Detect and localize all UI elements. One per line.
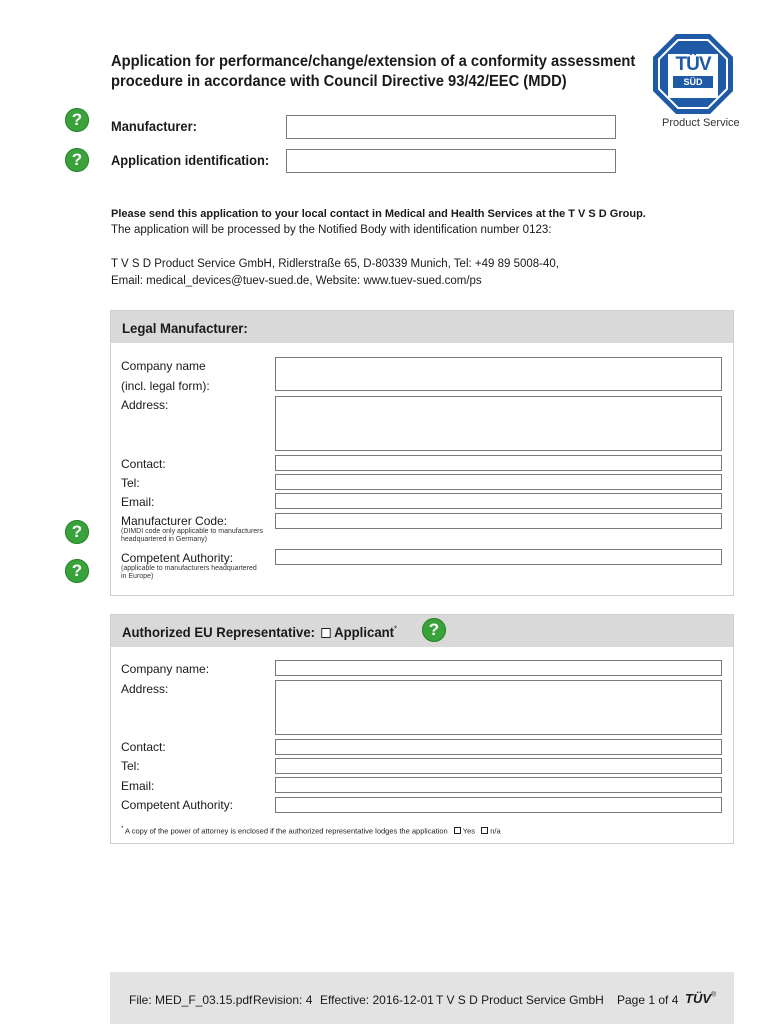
eu-company-input[interactable] xyxy=(275,660,722,676)
lm-company-label-1: Company name xyxy=(121,359,206,373)
eu-representative-help-icon[interactable]: ? xyxy=(422,618,446,642)
logo-text: TÜV xyxy=(675,54,711,75)
eu-footnote-mark: * xyxy=(121,826,124,832)
eu-company-label: Company name: xyxy=(121,662,210,676)
eu-contact-label: Contact: xyxy=(121,740,166,754)
lm-competent-authority-label: Competent Authority: xyxy=(121,551,234,565)
lm-email-label: Email: xyxy=(121,495,155,509)
application-id-input[interactable] xyxy=(286,149,616,173)
lm-company-label-2: (incl. legal form): xyxy=(121,379,210,393)
footer-effective: Effective: 2016-12-01 xyxy=(320,993,434,1007)
manufacturer-help-icon[interactable]: ? xyxy=(65,108,89,132)
footer-revision: Revision: 4 xyxy=(253,993,313,1007)
manufacturer-label: Manufacturer: xyxy=(111,118,197,134)
eu-address-label: Address: xyxy=(121,682,169,696)
product-service-label: Product Service xyxy=(662,117,740,129)
lm-competent-authority-input[interactable] xyxy=(275,549,722,565)
eu-tel-input[interactable] xyxy=(275,758,722,774)
competent-authority-help-icon[interactable]: ? xyxy=(65,559,89,583)
tuv-sud-logo xyxy=(651,32,735,116)
lm-manufacturer-code-note-1: (DIMDI code only applicable to manufacturers xyxy=(121,528,264,535)
page-title-line-1: Application for performance/change/extension of a conformity assessment xyxy=(111,53,636,70)
eu-representative-title: Authorized EU Representative: xyxy=(122,624,316,640)
legal-manufacturer-header xyxy=(111,311,733,343)
footer-logo-text: TÜV xyxy=(685,991,711,1006)
footnote-yes-label: Yes xyxy=(462,826,476,836)
eu-tel-label: Tel: xyxy=(121,759,140,773)
intro-address-line-2: Email: medical_devices@tuev-sued.de, Website: www.tuev-sued.com/ps xyxy=(111,275,482,287)
footer-tuv-logo xyxy=(685,990,716,1008)
lm-manufacturer-code-input[interactable] xyxy=(275,513,722,529)
eu-footnote xyxy=(121,826,501,836)
lm-contact-input[interactable] xyxy=(275,455,722,471)
page-footer xyxy=(110,972,734,1024)
footer-file: File: MED_F_03.15.pdf xyxy=(129,993,253,1007)
eu-representative-title-row xyxy=(122,624,397,640)
intro-bold-line: Please send this application to your local contact in Medical and Health Services at the T V S D Group. xyxy=(111,208,646,220)
applicant-checkbox[interactable] xyxy=(322,628,331,638)
lm-competent-authority-note-2: in Europe) xyxy=(121,573,154,580)
intro-line-2: The application will be processed by the Notified Body with identification number 0123: xyxy=(111,224,552,236)
footnote-yes-checkbox[interactable] xyxy=(454,827,461,834)
eu-email-label: Email: xyxy=(121,779,155,793)
footnote-na-label: n/a xyxy=(490,826,501,836)
lm-tel-input[interactable] xyxy=(275,474,722,490)
lm-company-input[interactable] xyxy=(275,357,722,391)
eu-competent-authority-input[interactable] xyxy=(275,797,722,813)
legal-manufacturer-title: Legal Manufacturer: xyxy=(122,320,248,336)
eu-email-input[interactable] xyxy=(275,777,722,793)
logo-subtext: SÜD xyxy=(673,76,713,88)
footer-registered-mark: ® xyxy=(711,991,717,999)
eu-contact-input[interactable] xyxy=(275,739,722,755)
lm-manufacturer-code-label: Manufacturer Code: xyxy=(121,514,228,528)
lm-address-label: Address: xyxy=(121,398,169,412)
eu-competent-authority-label: Competent Authority: xyxy=(121,798,234,812)
page-title xyxy=(111,52,636,92)
applicant-footnote-mark: * xyxy=(394,624,397,634)
eu-footnote-text: A copy of the power of attorney is enclosed if the authorized representative lodges the application xyxy=(125,826,448,836)
page-title-line-2: procedure in accordance with Council Directive 93/42/EEC (MDD) xyxy=(111,73,567,90)
footer-company: T V S D Product Service GmbH xyxy=(436,993,604,1007)
footer-page: Page 1 of 4 xyxy=(617,993,679,1007)
footnote-na-checkbox[interactable] xyxy=(481,827,488,834)
lm-contact-label: Contact: xyxy=(121,457,166,471)
intro-address-line-1: T V S D Product Service GmbH, Ridlerstraße 65, D-80339 Munich, Tel: +49 89 5008-40, xyxy=(111,258,559,270)
lm-competent-authority-note-1: (applicable to manufacturers headquartered xyxy=(121,565,257,572)
manufacturer-input[interactable] xyxy=(286,115,616,139)
applicant-label: Applicant xyxy=(334,624,395,640)
application-id-help-icon[interactable]: ? xyxy=(65,148,89,172)
application-id-label: Application identification: xyxy=(111,152,270,168)
lm-address-input[interactable] xyxy=(275,396,722,451)
lm-email-input[interactable] xyxy=(275,493,722,509)
eu-address-input[interactable] xyxy=(275,680,722,735)
lm-manufacturer-code-note-2: headquartered in Germany) xyxy=(121,536,207,543)
lm-tel-label: Tel: xyxy=(121,476,140,490)
manufacturer-code-help-icon[interactable]: ? xyxy=(65,520,89,544)
